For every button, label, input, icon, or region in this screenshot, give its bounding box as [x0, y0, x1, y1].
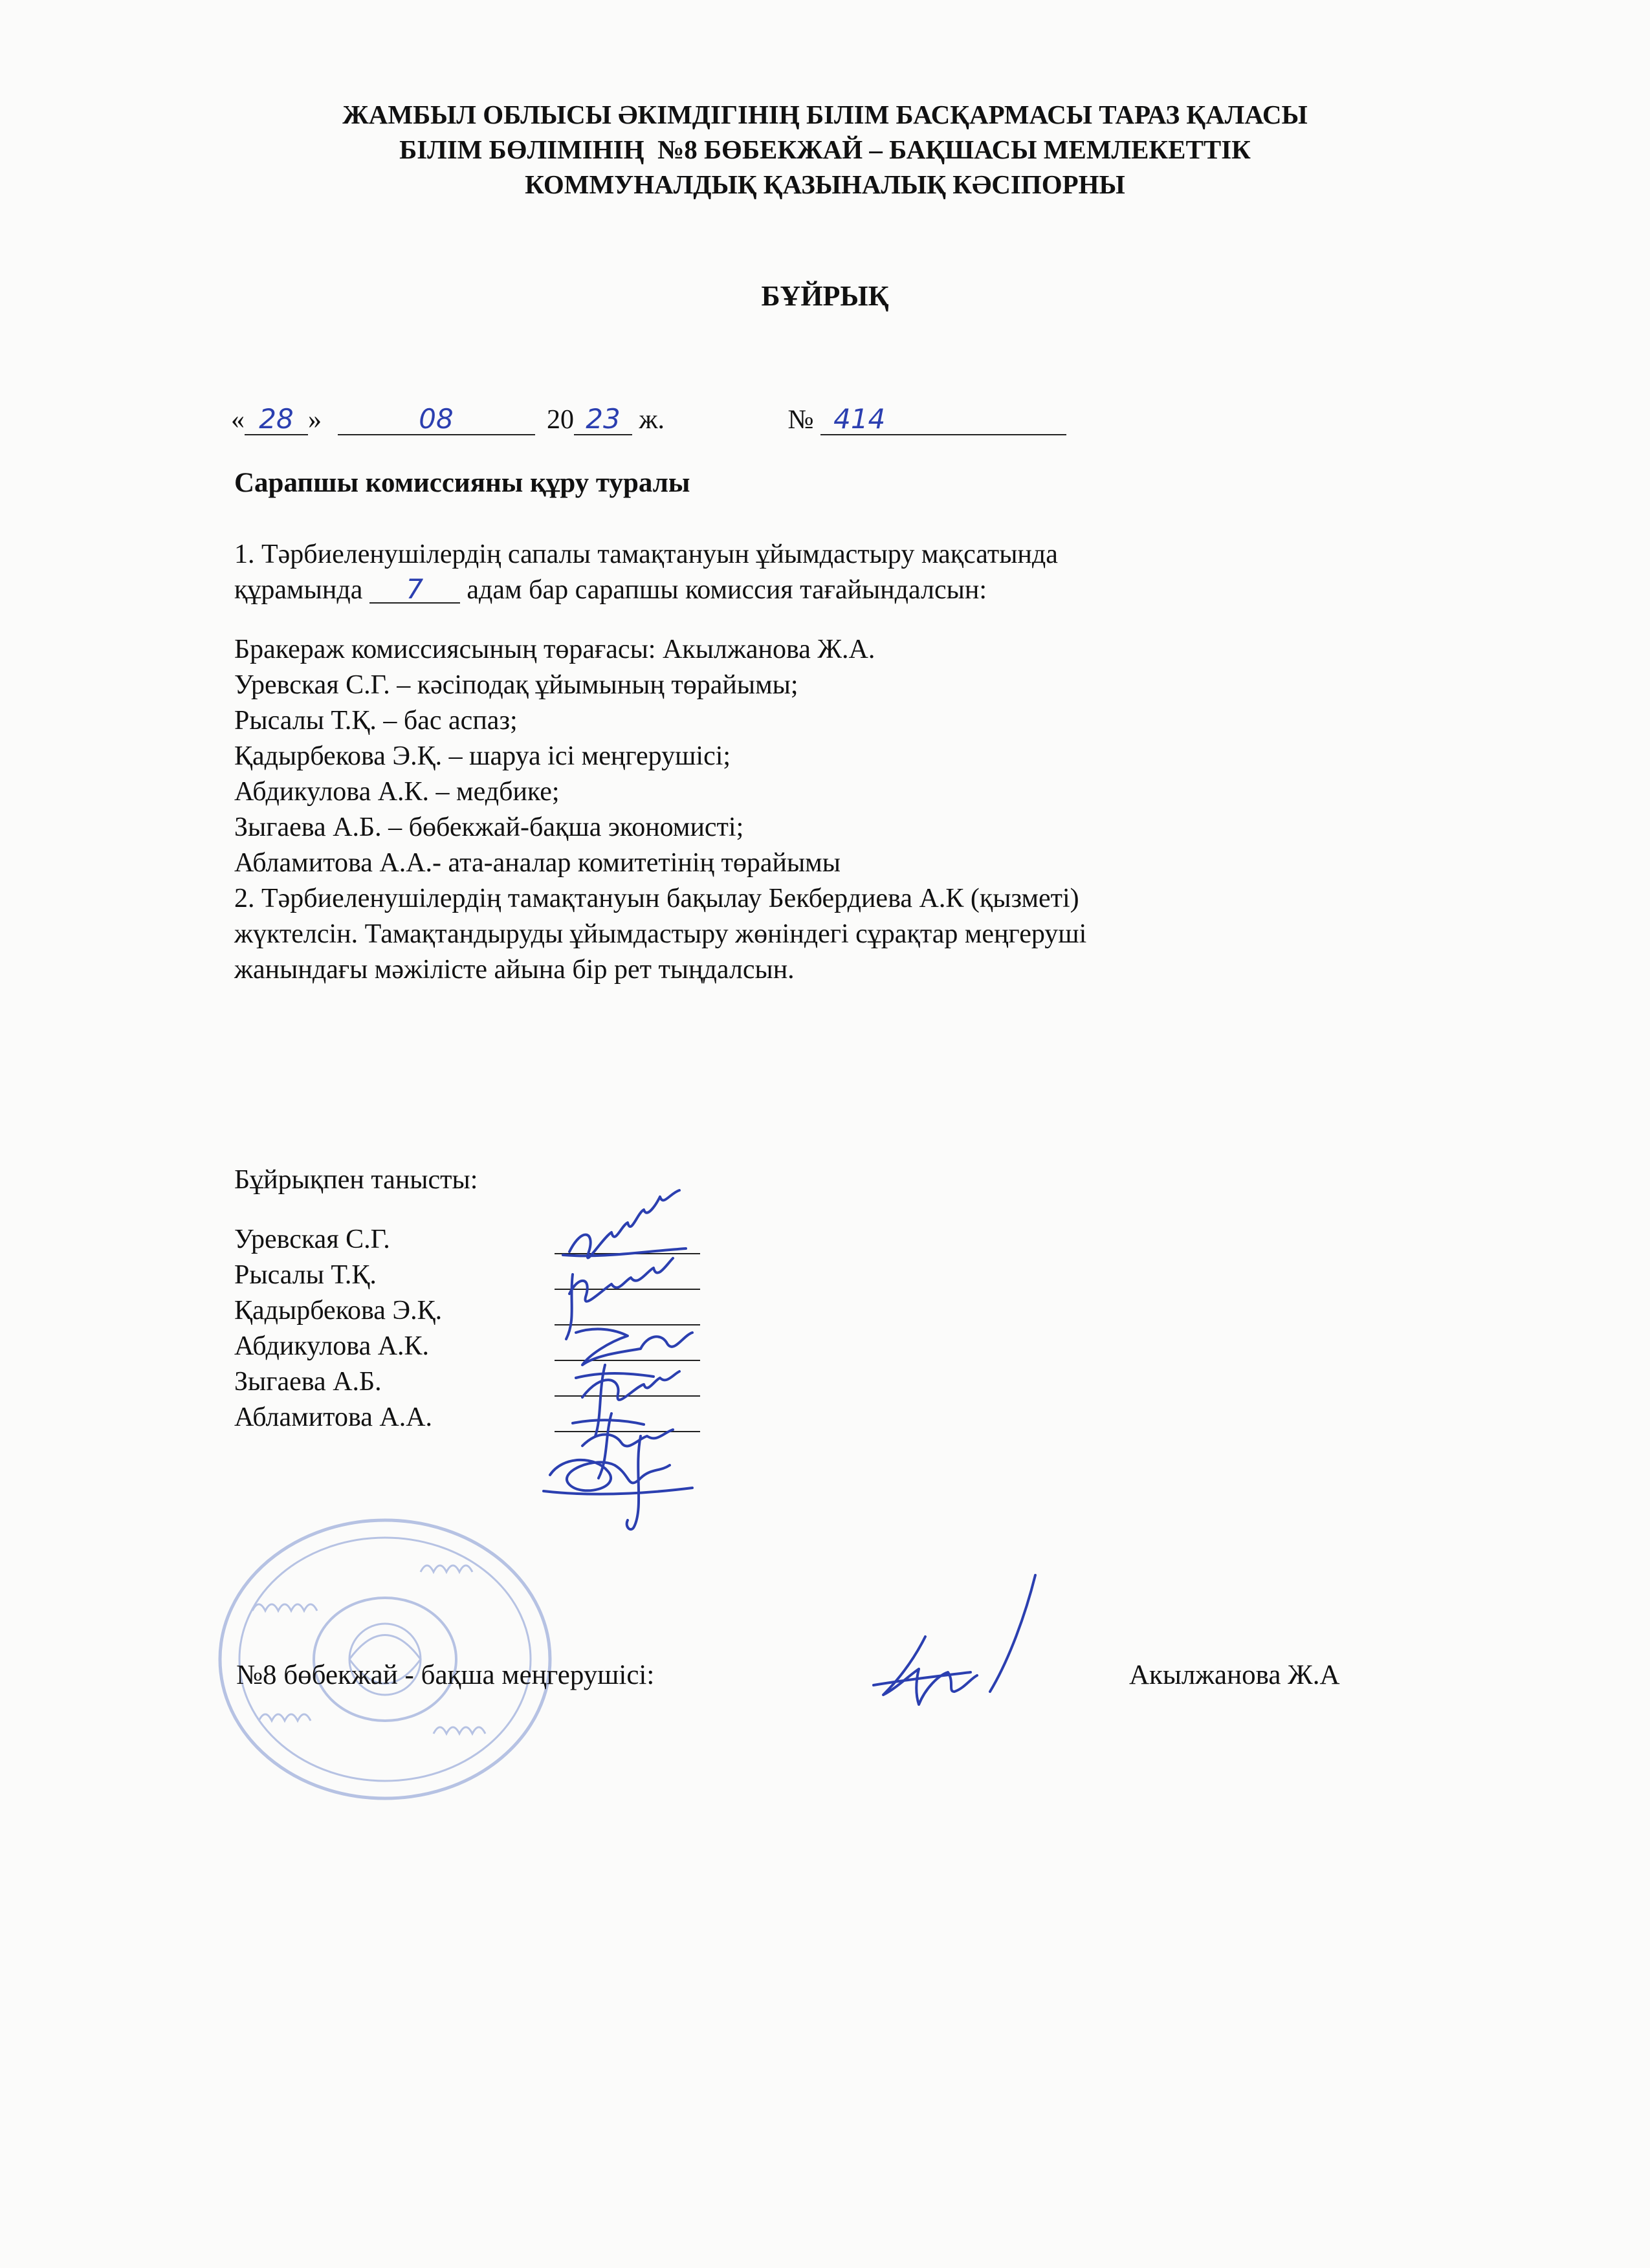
- acknowledgement-title: Бұйрықпен танысты:: [234, 1165, 478, 1195]
- signature-line: [555, 1253, 700, 1254]
- order-number-field: 414: [820, 404, 1066, 435]
- year-abbreviation: ж.: [639, 405, 665, 435]
- acknowledgement-name: Уревская С.Г.: [234, 1225, 390, 1254]
- day-field: 28: [245, 404, 308, 435]
- document-type-title: БҰЙРЫҚ: [761, 280, 889, 312]
- item-1-text-after: адам бар сарапшы комиссия тағайындалсын:: [459, 575, 987, 605]
- list-item: Бракераж комиссиясының төрағасы: Акылжанова Ж.А.: [234, 635, 875, 664]
- list-item: Уревская С.Г. – кәсіподақ ұйымының төрайымы;: [234, 670, 798, 700]
- list-item: Қадырбекова Э.Қ. – шаруа ісі меңгерушісі;: [234, 741, 731, 771]
- item-1-text-before: құрамында: [234, 575, 369, 605]
- acknowledgement-name: Абдикулова А.К.: [234, 1331, 430, 1361]
- acknowledgement-row: [234, 1329, 478, 1364]
- acknowledgement-row: [234, 1222, 478, 1258]
- signature-icon: [576, 1365, 679, 1436]
- signature-line: [555, 1360, 700, 1361]
- item-2: [234, 881, 1464, 988]
- acknowledgement-row: [234, 1364, 478, 1400]
- director-name: Акылжанова Ж.А: [1129, 1660, 1340, 1690]
- order-subject: Сарапшы комиссияны құру туралы: [234, 468, 690, 498]
- acknowledgement-name: Рысалы Т.Қ.: [234, 1260, 377, 1290]
- item-2-line-3: жанындағы мәжілісте айына бір рет тыңдалсын.: [234, 955, 795, 985]
- acknowledgement-row: [234, 1258, 478, 1293]
- signature-icon: [544, 1436, 692, 1529]
- item-2-line-1: 2. Тәрбиеленушілердің тамақтануын бақылау Бекбердиева А.К (қызметі): [234, 884, 1079, 913]
- signature-icon: [563, 1190, 686, 1258]
- director-signature-icon: [874, 1575, 1035, 1705]
- list-item: Рысалы Т.Қ. – бас аспаз;: [234, 706, 518, 736]
- acknowledgement-name: Қадырбекова Э.Қ.: [234, 1296, 443, 1325]
- header-line-2: БІЛІМ БӨЛІМІНІҢ №8 БӨБЕКЖАЙ – БАҚШАСЫ МЕМЛЕКЕТТІК: [399, 135, 1251, 164]
- signature-line: [555, 1431, 700, 1432]
- signature-line: [555, 1289, 700, 1290]
- header-line-1: ЖАМБЫЛ ОБЛЫСЫ ӘКІМДІГІНІҢ БІЛІМ БАСҚАРМАСЫ ТАРАЗ ҚАЛАСЫ: [342, 100, 1308, 129]
- item-2-line-2: жүктелсін. Тамақтандыруды ұйымдастыру жөніндегі сұрақтар меңгеруші: [234, 919, 1087, 949]
- signature-line: [555, 1324, 700, 1325]
- order-body: [234, 537, 1464, 988]
- acknowledgement-section: [234, 1162, 478, 1435]
- item-1-line-2: [234, 572, 1464, 608]
- list-item: Абламитова А.А.- ата-аналар комитетінің төрайымы: [234, 848, 841, 878]
- acknowledgement-name: Абламитова А.А.: [234, 1402, 433, 1432]
- organization-header: [129, 97, 1521, 202]
- signature-icon: [566, 1258, 673, 1339]
- item-1: [234, 537, 1464, 608]
- close-quote: »: [308, 405, 322, 435]
- header-line-3: КОММУНАЛДЫҚ ҚАЗЫНАЛЫҚ КӘСІПОРНЫ: [525, 169, 1125, 199]
- date-number-line: [231, 404, 1066, 435]
- acknowledgement-name: Зыгаева А.Б.: [234, 1367, 382, 1397]
- month-field: 08: [338, 404, 535, 435]
- director-position: №8 бөбекжай - бақша меңгерушісі:: [236, 1660, 655, 1690]
- list-item: Абдикулова А.К. – медбике;: [234, 777, 560, 807]
- item-1-line-1: 1. Тәрбиеленушілердің сапалы тамақтануын ұйымдастыру мақсатында: [234, 540, 1058, 569]
- member-count-field: 7: [369, 576, 460, 604]
- number-sign: №: [787, 405, 814, 435]
- list-item: Зыгаева А.Б. – бөбекжай-бақша экономисті;: [234, 812, 744, 842]
- members-list: [234, 632, 1464, 881]
- signature-line: [555, 1395, 700, 1397]
- signature-icon: [573, 1413, 673, 1478]
- year-prefix: 20: [547, 405, 574, 435]
- open-quote: «: [231, 405, 245, 435]
- year-suffix-field: 23: [574, 404, 632, 435]
- acknowledgement-row: [234, 1400, 478, 1435]
- acknowledgement-row: [234, 1293, 478, 1329]
